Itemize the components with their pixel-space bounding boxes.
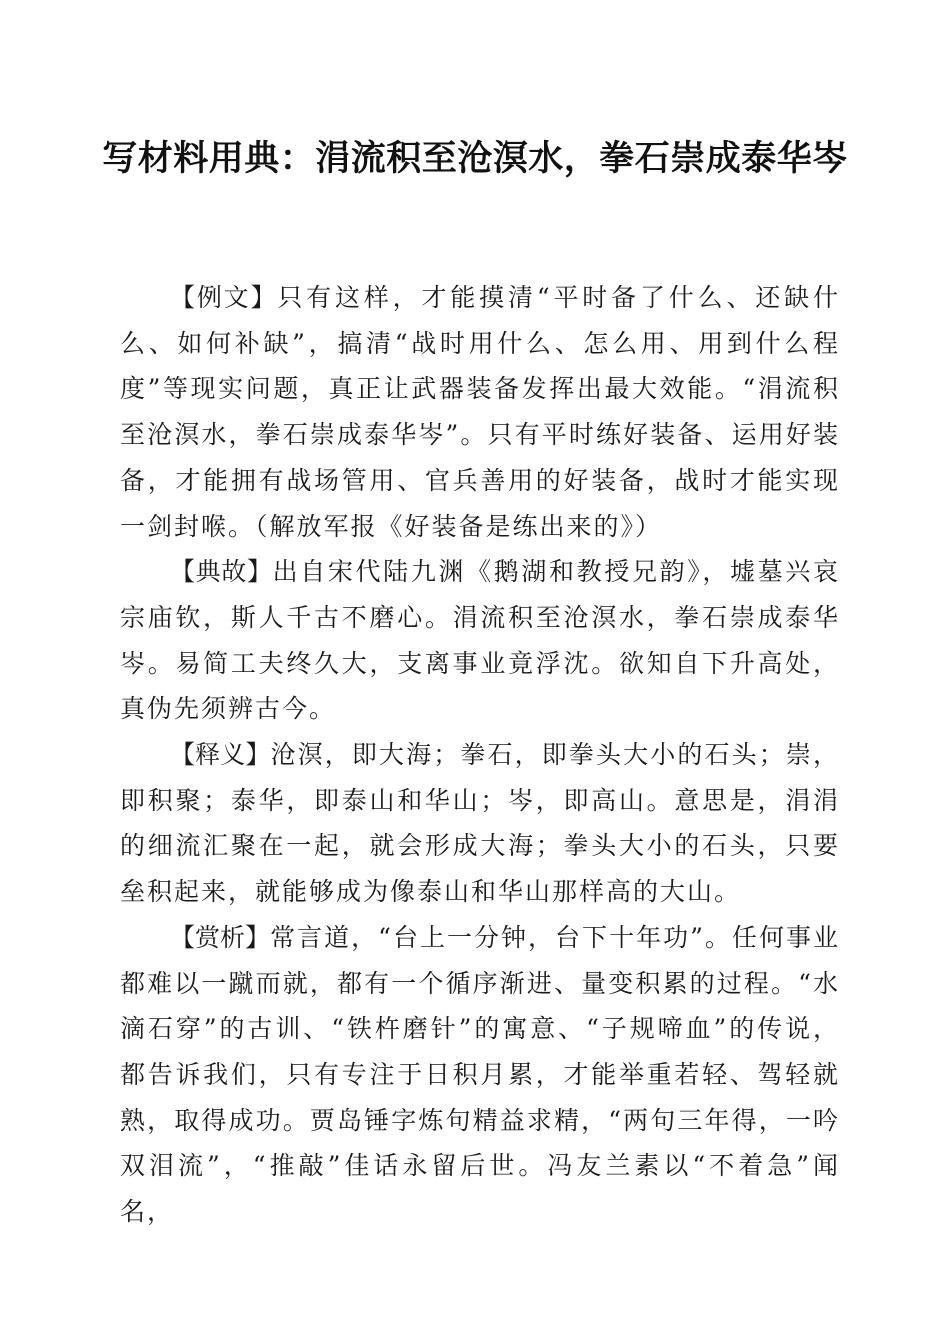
paragraph-tag: 【赏析】 [170, 922, 271, 952]
paragraph-text: 只有这样，才能摸清“平时备了什么、还缺什么、如何补缺”，搞清“战时用什么、怎么用、用到什么程度”等现实问题，真正让武器装备发挥出最大效能。“涓流积至沧溟水，拳石崇成泰华岑”。只有平时练好装备、运用好装备，才能拥有战场管用、官兵善用的好装备，战时才能实现一剑封喉。（解放军报《好装备是练出来的》） [120, 283, 840, 541]
paragraph-meaning [120, 732, 840, 915]
paragraph-example [120, 275, 840, 549]
document-title: 写材料用典：涓流积至沧溟水，拳石崇成泰华岑 [102, 138, 848, 179]
paragraph-tag: 【释义】 [170, 740, 271, 770]
paragraph-text: 沧溟，即大海；拳石，即拳头大小的石头；崇，即积聚；泰华，即泰山和华山；岑，即高山。意思是，涓涓的细流汇聚在一起，就会形成大海；拳头大小的石头，只要垒积起来，就能够成为像泰山和华山那样高的大山。 [120, 740, 840, 907]
document-body [120, 275, 840, 1235]
paragraph-tag: 【典故】 [170, 557, 273, 587]
paragraph-text: 常言道，“台上一分钟，台下十年功”。任何事业都难以一蹴而就，都有一个循序渐进、量变积累的过程。“水滴石穿”的古训、“铁杵磨针”的寓意、“子规啼血”的传说，都告诉我们，只有专注于日积月累，才能举重若轻、驾轻就熟，取得成功。贾岛锤字炼句精益求精，“两句三年得，一吟双泪流”，“推敲”佳话永留后世。冯友兰素以“不着急”闻名， [120, 922, 840, 1227]
paragraph-allusion [120, 549, 840, 732]
paragraph-tag: 【例文】 [170, 283, 278, 312]
paragraph-text: 出自宋代陆九渊《鹅湖和教授兄韵》，墟墓兴哀宗庙钦，斯人千古不磨心。涓流积至沧溟水，拳石崇成泰华岑。易简工夫终久大，支离事业竟浮沈。欲知自下升高处，真伪先须辨古今。 [120, 557, 840, 724]
paragraph-appreciation [120, 915, 840, 1235]
